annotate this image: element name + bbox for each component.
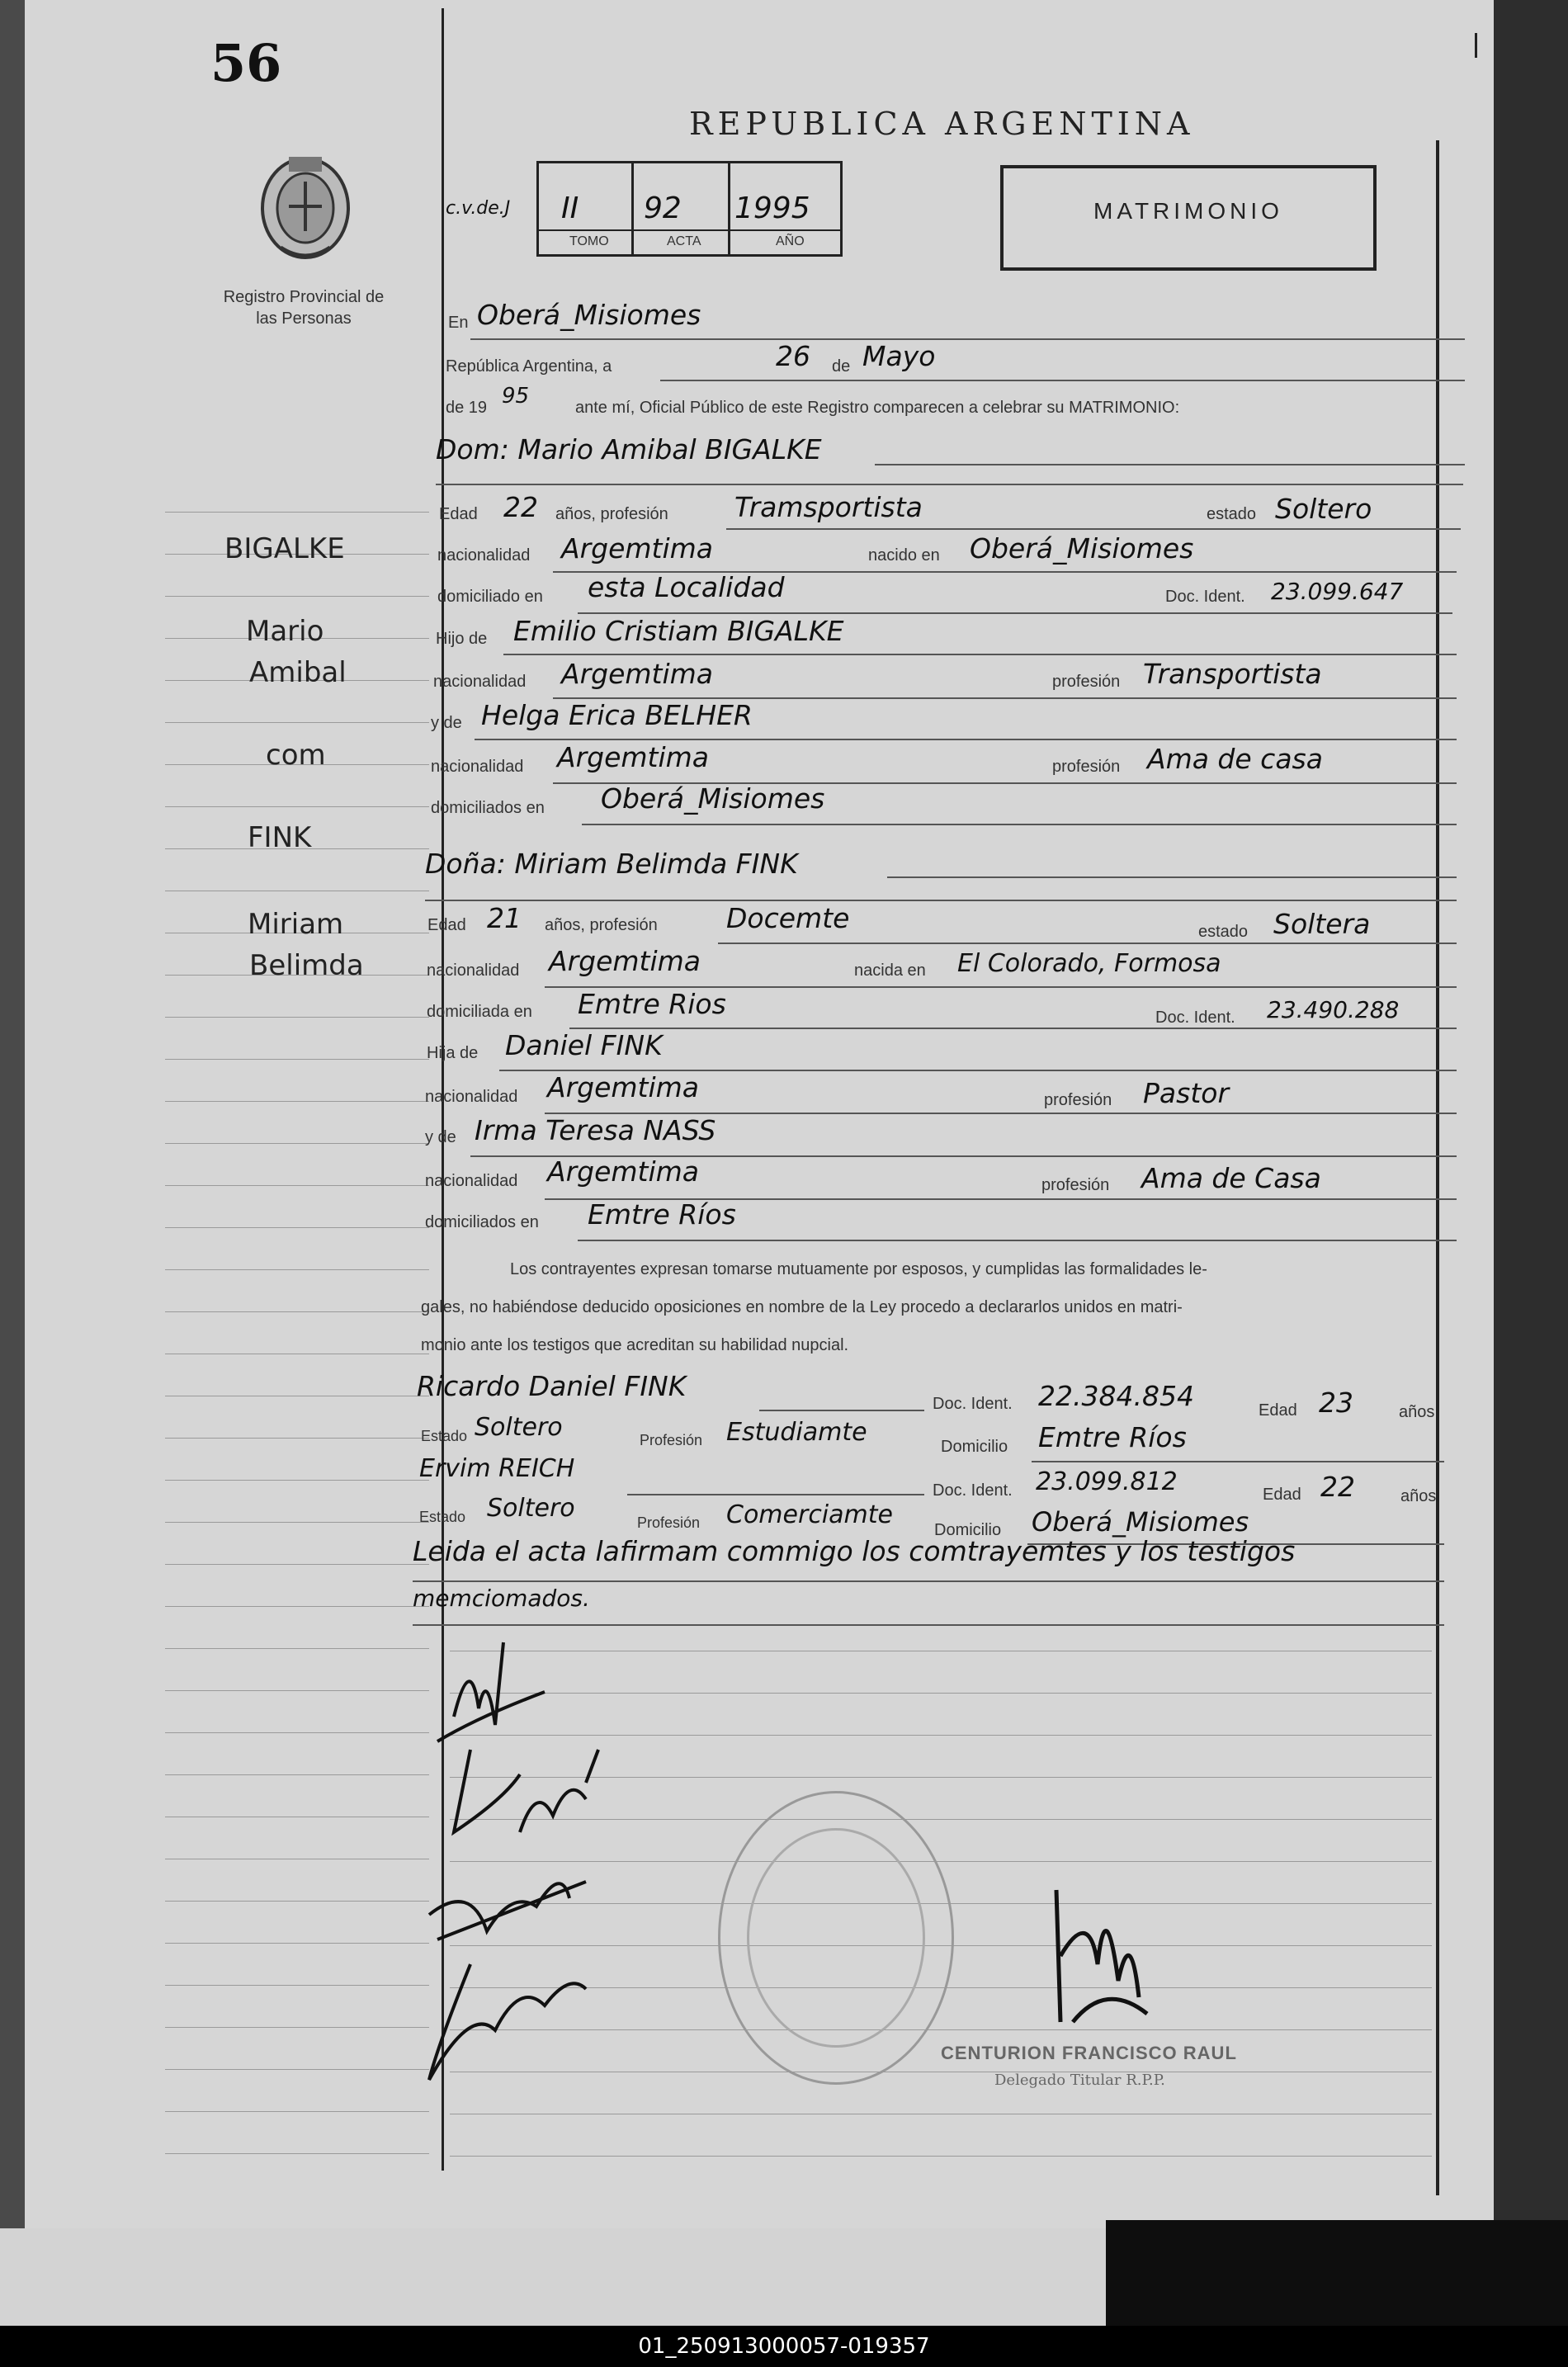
form-line	[1032, 1461, 1444, 1462]
witness2-edad: 22	[1320, 1471, 1355, 1503]
doc-label: Doc. Ident.	[1165, 588, 1245, 606]
groom-parents-dom: Oberá_Misiomes	[601, 782, 825, 815]
ruled-line	[165, 2027, 429, 2028]
ruled-line	[165, 1438, 429, 1439]
groom-nac: Argemtima	[561, 532, 714, 565]
bride-doc: 23.490.288	[1267, 996, 1400, 1023]
ruled-line	[165, 1606, 429, 1607]
bride-prof: Docemte	[726, 902, 850, 934]
groom-edad: 22	[503, 491, 538, 523]
year-value: 95	[502, 384, 530, 409]
edad-label: Edad	[439, 505, 478, 523]
prof-label: años, profesión	[545, 916, 658, 934]
anos-label: años	[1400, 1487, 1437, 1505]
ruled-line	[165, 1901, 429, 1902]
bride-father-nac: Argemtima	[547, 1071, 700, 1103]
domicil-label: domiciliados en	[431, 799, 545, 817]
bride-mother-prof: Ama de Casa	[1141, 1162, 1321, 1194]
ref-prefix: c.v.de.J	[446, 198, 511, 219]
registry-name: Registro Provincial de las Personas	[223, 288, 385, 328]
nacida-label: nacida en	[854, 961, 926, 980]
hijo-label: Hijo de	[436, 630, 488, 648]
file-caption: 01_250913000057-019357	[0, 2326, 1568, 2367]
bride-mother: Irma Teresa NASS	[475, 1114, 716, 1146]
dom-label: domiciliado en	[437, 588, 543, 606]
day-value: 26	[776, 340, 810, 372]
acta-label: ACTA	[667, 234, 701, 248]
groom-father-nac: Argemtima	[561, 658, 714, 690]
ruled-line	[165, 1101, 429, 1102]
ruled-line	[165, 1017, 429, 1018]
bride-name: Doña: Miriam Belimda FINK	[425, 848, 798, 880]
groom-nacido: Oberá_Misiomes	[970, 532, 1194, 565]
bride-estado: Soltera	[1273, 908, 1371, 940]
margin-conjunction: com	[266, 739, 326, 772]
rep-label: República Argentina, a	[446, 357, 612, 376]
ruled-line	[165, 2111, 429, 2112]
ruled-line	[450, 2156, 1432, 2157]
witness1-doc: 22.384.854	[1038, 1380, 1194, 1412]
prof-label: profesión	[1044, 1091, 1112, 1109]
closing-line-1: Leida el acta lafirmam commigo los comtrayemtes y los testigos	[413, 1535, 1296, 1567]
witness2-domicilio: Oberá_Misiomes	[1032, 1506, 1249, 1538]
doc-label: Doc. Ident.	[933, 1395, 1013, 1413]
profesion-label: Profesión	[640, 1432, 703, 1448]
domicil-label: domiciliados en	[425, 1213, 539, 1231]
witness2-prof: Comerciamte	[726, 1500, 893, 1529]
dom-label: domiciliada en	[427, 1003, 532, 1021]
estado-label: estado	[1198, 923, 1249, 941]
ruled-line	[165, 2069, 429, 2070]
groom-mother: Helga Erica BELHER	[481, 699, 753, 731]
domicilio-label: Domicilio	[934, 1521, 1002, 1539]
nac-label: nacionalidad	[425, 1172, 518, 1190]
margin-name-bride-2: Belimda	[249, 949, 364, 982]
ruled-line	[165, 1985, 429, 1986]
ruled-line	[165, 1185, 429, 1186]
witness2-estado: Soltero	[487, 1494, 575, 1523]
de-label: de	[832, 357, 851, 376]
ref-box-divider	[728, 161, 730, 254]
form-line	[436, 484, 1463, 485]
groom-prof: Tramsportista	[734, 491, 923, 523]
groom-name: Dom: Mario Amibal BIGALKE	[436, 433, 822, 465]
country-title: REPUBLICA ARGENTINA	[689, 106, 1195, 142]
ruled-line	[165, 2153, 429, 2154]
witness1-prof: Estudiamte	[726, 1418, 867, 1447]
scan-dark-corner	[1106, 2220, 1568, 2336]
margin-name-groom-1: Mario	[246, 615, 324, 648]
nac-label: nacionalidad	[427, 961, 520, 980]
ruled-line	[165, 512, 429, 513]
ante-text: ante mí, Oficial Público de este Registro comparecen a celebrar su MATRIMONIO:	[575, 399, 1180, 417]
nac-label: nacionalidad	[431, 758, 524, 776]
form-line	[875, 464, 1465, 465]
ruled-line	[165, 596, 429, 597]
ruled-line	[165, 1564, 429, 1565]
ruled-line	[165, 1648, 429, 1649]
witness1-name: Ricardo Daniel FINK	[417, 1370, 687, 1402]
form-line	[582, 824, 1457, 825]
nac-label: nacionalidad	[425, 1088, 518, 1106]
edad-label: Edad	[1263, 1486, 1301, 1504]
witness2-doc: 23.099.812	[1036, 1467, 1178, 1496]
bride-parents-dom: Emtre Ríos	[588, 1198, 736, 1231]
form-line	[578, 1240, 1457, 1241]
page-number: 56	[210, 33, 282, 93]
ruled-line	[165, 1943, 429, 1944]
anos-label: años	[1399, 1403, 1435, 1421]
groom-estado: Soltero	[1275, 493, 1372, 525]
bride-edad: 21	[487, 902, 522, 934]
ruled-line	[165, 1522, 429, 1523]
groom-doc: 23.099.647	[1271, 578, 1404, 605]
prof-label: años, profesión	[555, 505, 668, 523]
doc-label: Doc. Ident.	[933, 1481, 1013, 1500]
ruled-line	[165, 1311, 429, 1312]
groom-dom: esta Localidad	[588, 571, 785, 603]
profesion-label: Profesión	[637, 1514, 701, 1531]
margin-name-groom-2: Amibal	[249, 656, 347, 689]
doc-type: MATRIMONIO	[1093, 198, 1283, 224]
signatures-contrayentes-testigos	[421, 1618, 635, 2113]
form-line	[718, 943, 1457, 944]
corner-mark	[1475, 33, 1477, 58]
right-border	[1436, 140, 1439, 2195]
year-label: de 19	[446, 399, 488, 417]
form-line	[627, 1494, 924, 1495]
form-line	[425, 900, 1457, 901]
coat-of-arms-logo	[252, 149, 359, 264]
legal-line-3: monio ante los testigos que acreditan su habilidad nupcial.	[421, 1336, 849, 1354]
witness1-edad: 23	[1319, 1387, 1353, 1419]
ref-box-divider	[631, 161, 634, 254]
en-label: En	[448, 314, 469, 332]
ref-box-rule	[536, 229, 840, 231]
official-seal-inner	[747, 1828, 925, 2048]
ruled-line	[165, 1143, 429, 1144]
legal-line-1: Los contrayentes expresan tomarse mutuamente por esposos, y cumplidas las formalidades le-	[510, 1260, 1207, 1278]
ruled-line	[165, 1269, 429, 1270]
ano-label: AÑO	[776, 234, 805, 248]
domicilio-label: Domicilio	[941, 1438, 1008, 1456]
doc-label: Doc. Ident.	[1155, 1009, 1235, 1027]
groom-mother-nac: Argemtima	[557, 741, 710, 773]
ruled-line	[165, 1774, 429, 1775]
margin-name-bride-1: Miriam	[248, 908, 344, 941]
form-line	[470, 338, 1465, 340]
bride-father-prof: Pastor	[1143, 1077, 1230, 1109]
estado-label: estado	[1207, 505, 1257, 523]
yde-label: y de	[425, 1128, 456, 1146]
hija-label: Hija de	[427, 1044, 479, 1062]
bride-nac: Argemtima	[549, 945, 701, 977]
groom-father: Emilio Cristiam BIGALKE	[513, 615, 844, 647]
bride-dom: Emtre Rios	[578, 988, 726, 1020]
estado-label: Estado	[419, 1509, 466, 1525]
form-line	[726, 528, 1461, 530]
witness2-name: Ervim REICH	[419, 1454, 575, 1483]
groom-mother-prof: Ama de casa	[1147, 743, 1323, 775]
prof-label: profesión	[1052, 673, 1121, 691]
groom-father-prof: Transportista	[1143, 658, 1322, 690]
tomo-label: TOMO	[569, 234, 609, 248]
margin-surname-bride: FINK	[248, 821, 312, 854]
official-signature	[1040, 1857, 1164, 2047]
place-value: Oberá_Misiomes	[477, 299, 701, 331]
form-line	[759, 1410, 924, 1411]
form-line	[578, 612, 1452, 614]
form-line	[503, 654, 1457, 655]
official-name: CENTURION FRANCISCO RAUL	[941, 2043, 1237, 2063]
page-shadow	[1494, 0, 1568, 2261]
nacido-label: nacido en	[868, 546, 940, 565]
prof-label: profesión	[1041, 1176, 1110, 1194]
estado-label: Estado	[421, 1428, 468, 1444]
form-line	[475, 739, 1457, 740]
form-line	[413, 1580, 1444, 1582]
legal-line-2: gales, no habiéndose deducido oposiciones en nombre de la Ley procedo a declararlos unidos en matri-	[421, 1298, 1183, 1316]
yde-label: y de	[431, 714, 462, 732]
tomo-value: II	[561, 191, 579, 225]
closing-line-2: memciomados.	[413, 1585, 590, 1612]
witness1-estado: Soltero	[475, 1413, 563, 1442]
month-value: Mayo	[862, 340, 936, 372]
form-line	[569, 1028, 1457, 1029]
ruled-line	[165, 806, 429, 807]
edad-label: Edad	[427, 916, 466, 934]
form-line	[660, 380, 1465, 381]
ruled-line	[165, 1059, 429, 1060]
ano-value: 1995	[734, 191, 810, 225]
bride-nacida: El Colorado, Formosa	[957, 949, 1221, 978]
ruled-line	[165, 1690, 429, 1691]
bride-mother-nac: Argemtima	[547, 1155, 700, 1188]
prof-label: profesión	[1052, 758, 1121, 776]
ruled-line	[165, 1732, 429, 1733]
margin-surname-groom: BIGALKE	[224, 532, 345, 565]
acta-value: 92	[644, 191, 682, 225]
ruled-line	[165, 1480, 429, 1481]
witness1-domicilio: Emtre Ríos	[1038, 1421, 1187, 1453]
nac-label: nacionalidad	[437, 546, 531, 565]
official-title: Delegado Titular R.P.P.	[994, 2072, 1165, 2089]
form-line	[887, 876, 1457, 878]
nac-label: nacionalidad	[433, 673, 527, 691]
ruled-line	[165, 722, 429, 723]
bride-father: Daniel FINK	[505, 1029, 663, 1061]
ruled-line	[165, 1227, 429, 1228]
edad-label: Edad	[1259, 1401, 1297, 1420]
